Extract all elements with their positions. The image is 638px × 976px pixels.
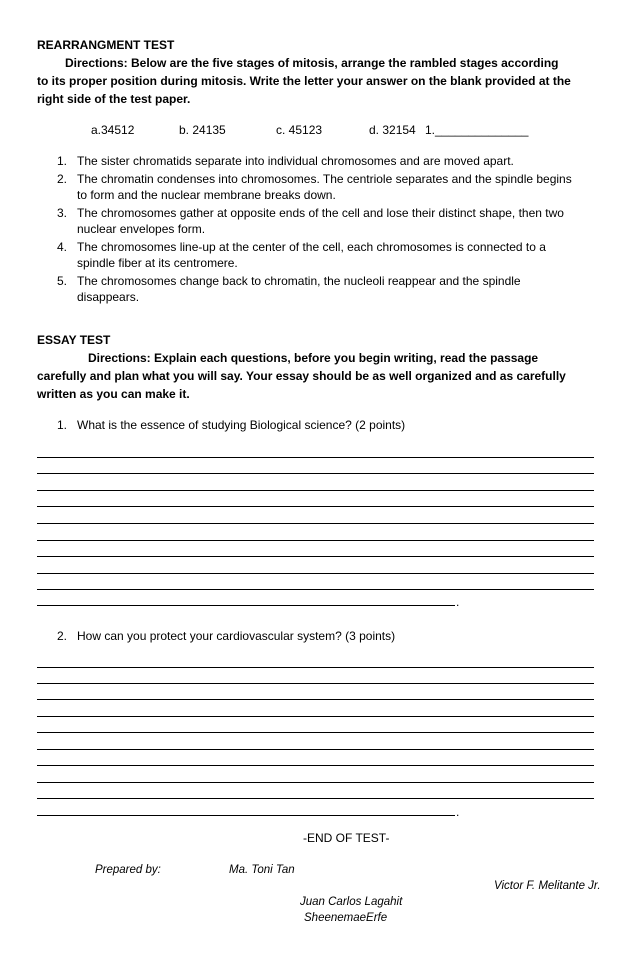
answer-line[interactable] [37,765,594,766]
preparer-name: SheenemaeErfe [304,912,388,924]
answer-line[interactable] [37,667,594,668]
question-number: 1. [57,418,68,432]
answer-line[interactable] [37,798,594,799]
item-text: The chromosomes change back to chromatin, the nucleoli reappear and the spindle [77,274,521,288]
preparer-name: Victor F. Melitante Jr. [494,880,601,892]
item-text: The chromosomes line-up at the center of the cell, each chromosomes is connected to a [77,240,546,254]
answer-blank[interactable]: 1.______________ [425,123,529,137]
item-text: The sister chromatids separate into individual chromosomes and are moved apart. [77,154,514,168]
answer-end-period: . [456,805,460,819]
item-text: The chromosomes gather at opposite ends of the cell and lose their distinct shape, then two [77,206,564,220]
prepared-by-label: Prepared by: [95,864,161,876]
answer-line[interactable] [37,683,594,684]
choice-b: b. 24135 [179,123,226,137]
essay-directions-line-3: written as you can make it. [37,387,190,401]
answer-line[interactable] [37,490,594,491]
item-number: 3. [57,206,68,220]
choice-a: a.34512 [91,123,135,137]
answer-line[interactable] [37,506,594,507]
choice-d: d. 32154 [369,123,416,137]
answer-line[interactable] [37,573,594,574]
item-number: 5. [57,274,68,288]
item-number: 4. [57,240,68,254]
answer-line[interactable] [37,473,594,474]
answer-line[interactable] [37,699,594,700]
essay-heading: ESSAY TEST [37,333,111,347]
item-text: spindle fiber at its centromere. [77,256,238,270]
rearrangement-directions-line-2: to its proper position during mitosis. Write the letter your answer on the blank provided at the [37,74,571,88]
item-text: The chromatin condenses into chromosomes. The centriole separates and the spindle begins [77,172,572,186]
item-number: 1. [57,154,68,168]
item-text: nuclear envelopes form. [77,222,206,236]
end-of-test: -END OF TEST- [303,831,390,845]
answer-line[interactable] [37,732,594,733]
question-text: What is the essence of studying Biological science? (2 points) [77,418,406,432]
item-text: to form and the nuclear membrane breaks down. [77,188,336,202]
answer-line[interactable] [37,605,455,606]
answer-line[interactable] [37,589,594,590]
answer-line[interactable] [37,523,594,524]
answer-line[interactable] [37,457,594,458]
preparer-name: Juan Carlos Lagahit [300,896,403,908]
answer-line[interactable] [37,749,594,750]
question-number: 2. [57,629,68,643]
answer-end-period: . [456,595,460,609]
answer-line[interactable] [37,782,594,783]
essay-directions-line-2: carefully and plan what you will say. Your essay should be as well organized and as carefully [37,369,566,383]
rearrangement-heading: REARRANGMENT TEST [37,38,175,52]
item-number: 2. [57,172,68,186]
rearrangement-directions-line-3: right side of the test paper. [37,92,191,106]
answer-line[interactable] [37,815,455,816]
preparer-name: Ma. Toni Tan [229,864,295,876]
rearrangement-directions-line-1: Directions: Below are the five stages of mitosis, arrange the rambled stages according [65,56,559,70]
essay-directions-line-1: Directions: Explain each questions, before you begin writing, read the passage [88,351,539,365]
choice-c: c. 45123 [276,123,323,137]
answer-line[interactable] [37,556,594,557]
item-text: disappears. [77,290,140,304]
answer-line[interactable] [37,716,594,717]
question-text: How can you protect your cardiovascular system? (3 points) [77,629,396,643]
answer-line[interactable] [37,540,594,541]
